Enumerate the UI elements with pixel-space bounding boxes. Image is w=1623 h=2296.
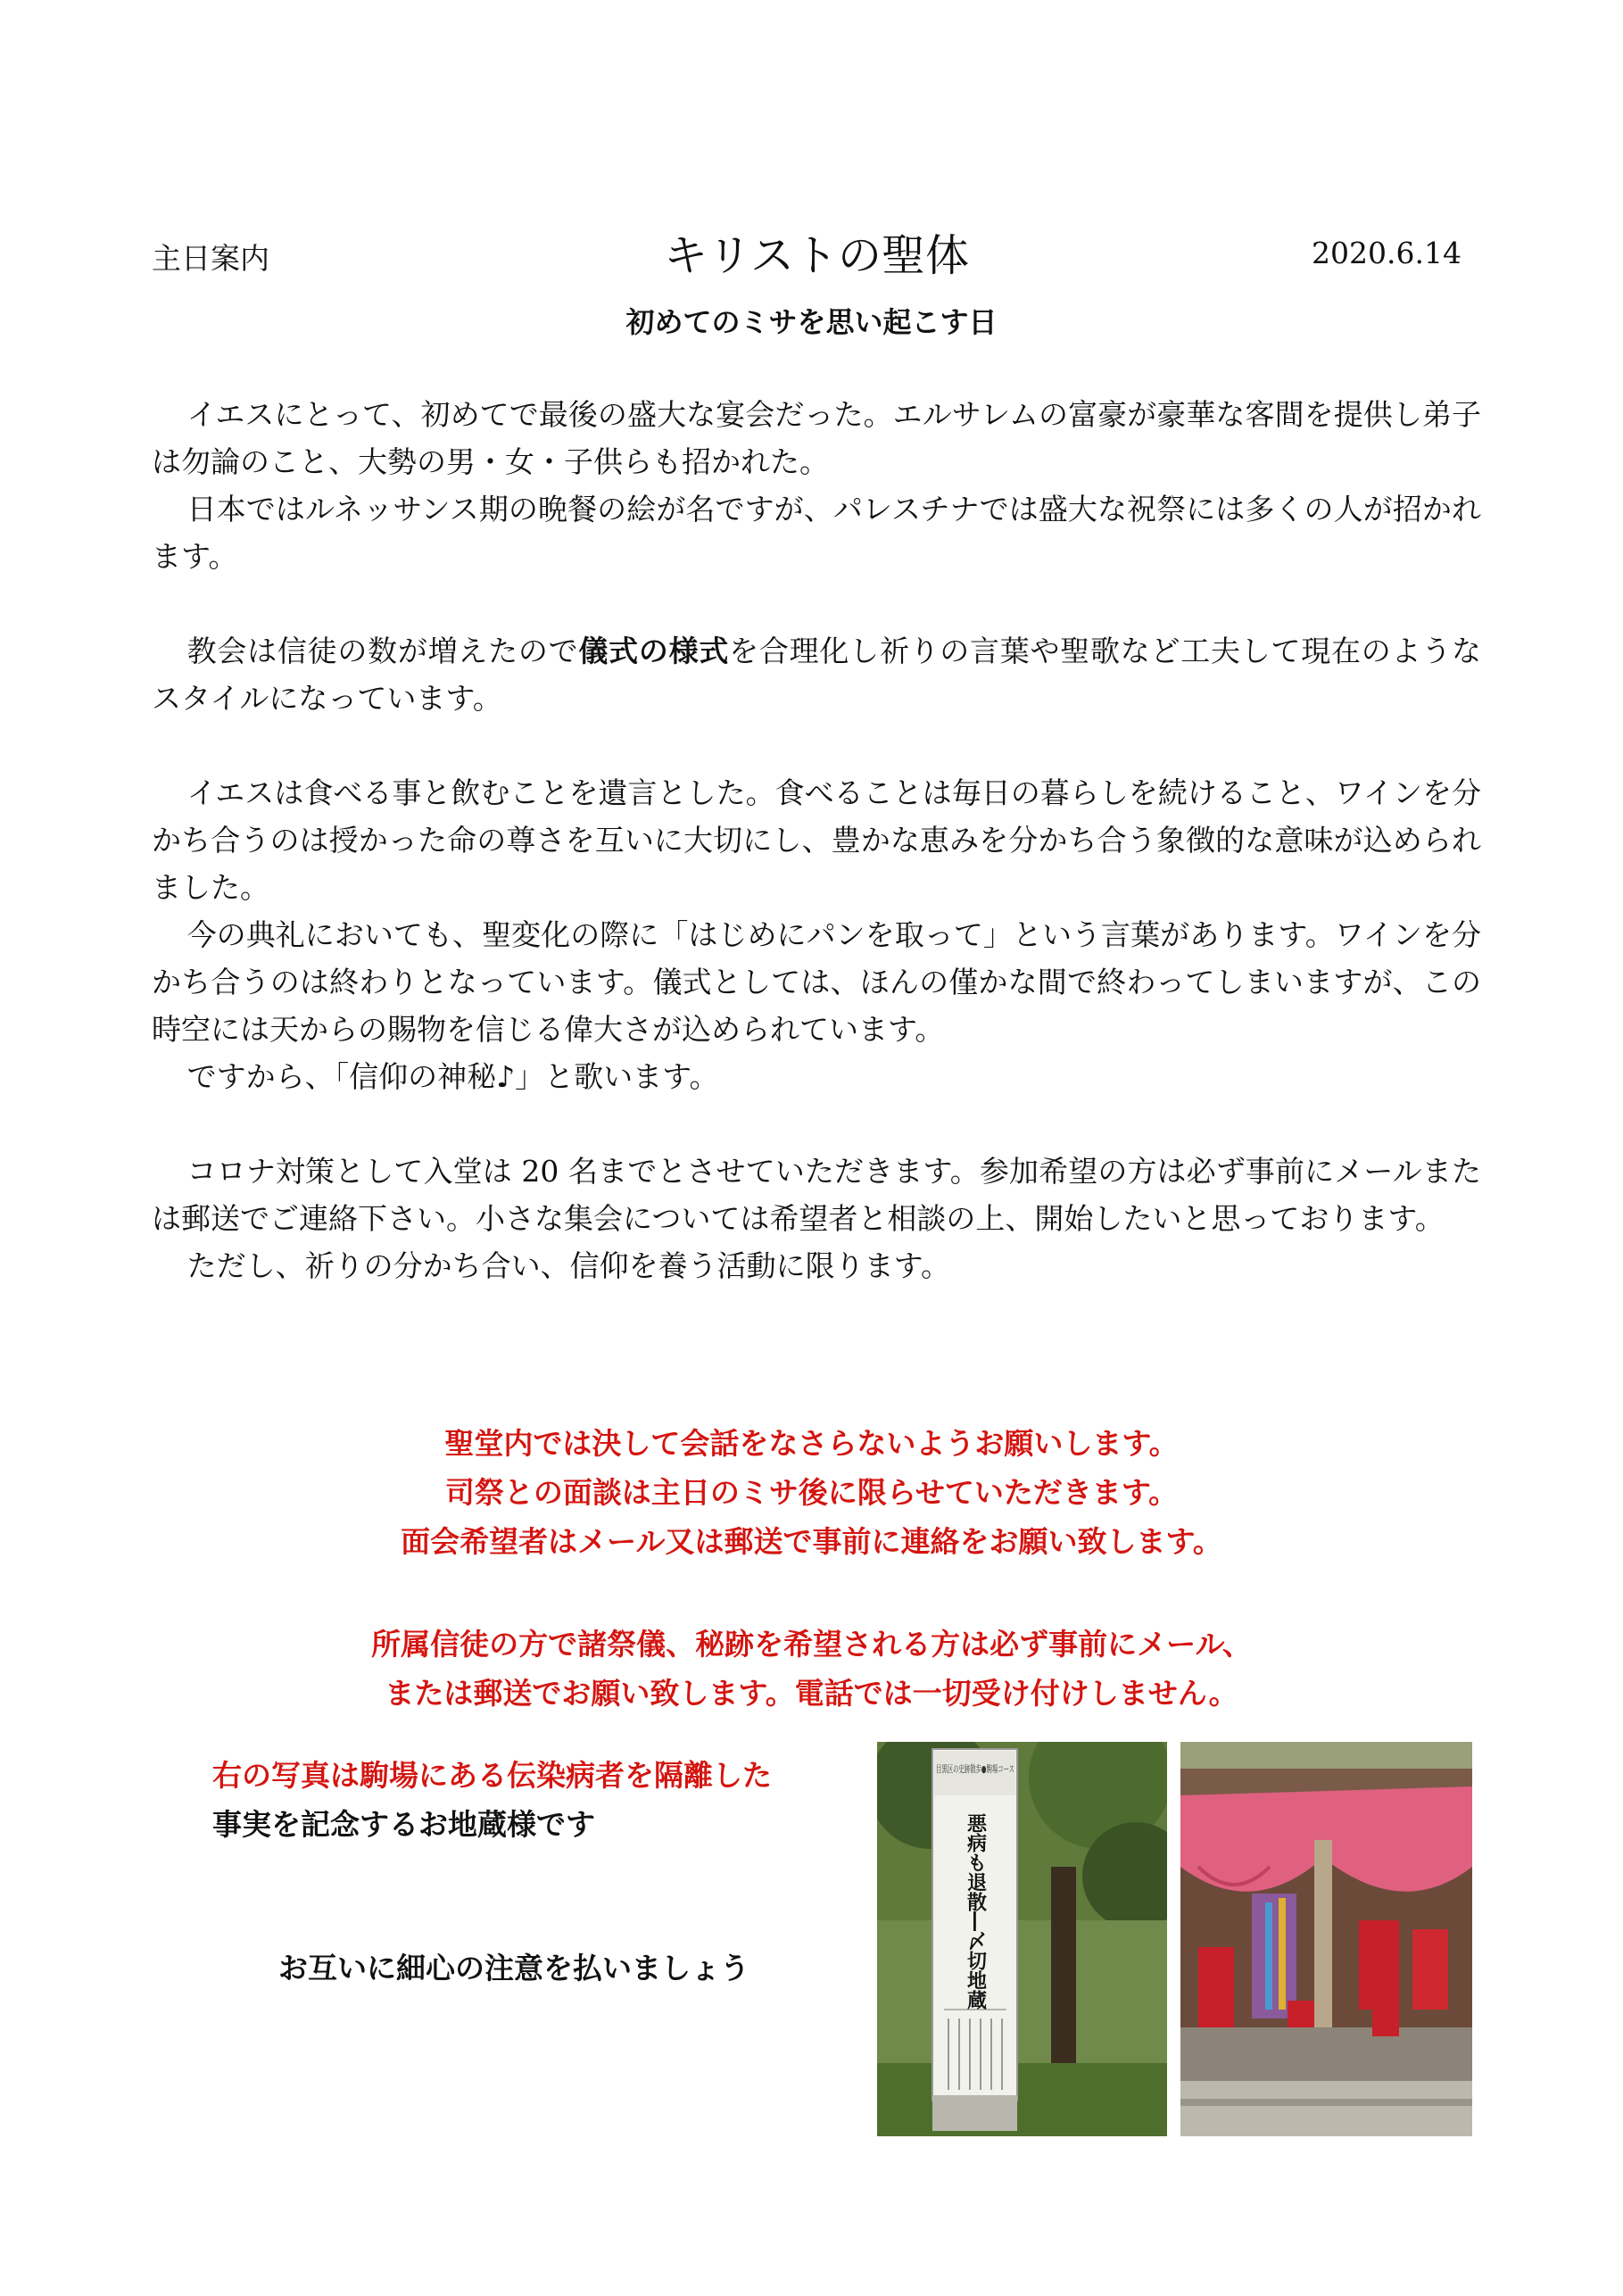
notice-line: 面会希望者はメール又は郵送で事前に連絡をお願い致します。 xyxy=(401,1524,1222,1559)
notice-block-sacraments xyxy=(0,1620,1623,1718)
notice-line: 所属信徒の方で諸祭儀、秘跡を希望される方は必ず事前にメール、 xyxy=(371,1627,1252,1662)
caption-red-text: 右の写真は駒場にある伝染病者を隔離した xyxy=(212,1758,772,1793)
photo-caption xyxy=(212,1751,772,1849)
page-header xyxy=(152,221,1481,284)
sign-main-text: 悪病も退散―〆切地蔵 xyxy=(964,1813,987,2010)
paragraph: 今の典礼においても、聖変化の際に「はじめにパンを取って」という言葉があります。ワインを分かち合うのは終わりとなっています。儀式としては、ほんの僅かな間で終わってしまいますが、この時空には天からの賜物を信じる偉大さが込められています。 xyxy=(152,917,1481,1047)
sign-header-text: 目黒区の史跡散歩●駒場コース xyxy=(936,1763,1072,1775)
paragraph: コロナ対策として入堂は 20 名までとさせていただきます。参加希望の方は必ず事前にメールまたは郵送でご連絡下さい。小さな集会については希望者と相談の上、開始したいと思っております。 xyxy=(152,1154,1481,1236)
closing-message: お互いに細心の注意を払いましょう xyxy=(278,1951,749,1985)
notice-line: 司祭との面談は主日のミサ後に限らせていただきます。 xyxy=(444,1475,1179,1510)
paragraph xyxy=(152,627,1481,722)
signpost-photo xyxy=(877,1742,1167,2136)
paragraph-text: を合理化し祈りの言葉や聖歌など工夫して現在のようなスタイルになっています。 xyxy=(152,634,1482,716)
jizo-shrine-photo xyxy=(1180,1742,1472,2136)
paragraph: イエスにとって、初めてで最後の盛大な宴会だった。エルサレムの富豪が豪華な客間を提供し弟子は勿論のこと、大勢の男・女・子供らも招かれた。 xyxy=(152,397,1481,479)
body-text xyxy=(152,391,1481,1289)
header-date: 2020.6.14 xyxy=(1312,236,1462,270)
page-title: キリストの聖体 xyxy=(663,230,970,281)
paragraph: ただし、祈りの分かち合い、信仰を養う活動に限ります。 xyxy=(186,1248,950,1283)
caption-text: 事実を記念するお地蔵様です xyxy=(212,1807,595,1842)
paragraph: 日本ではルネッサンス期の晩餐の絵が名ですが、パレスチナでは盛大な祝祭には多くの人が招かれます。 xyxy=(152,492,1481,574)
notice-line: または郵送でお願い致します。電話では一切受け付けしません。 xyxy=(385,1676,1238,1711)
paragraph: イエスは食べる事と飲むことを遺言とした。食べることは毎日の暮らしを続けること、ワインを分かち合うのは授かった命の尊さを互いに大切にし、豊かな恵みを分かち合う象徴的な意味が込められました。 xyxy=(152,775,1482,905)
notice-block-conduct xyxy=(0,1419,1623,1566)
page-subtitle: 初めてのミサを思い起こす日 xyxy=(625,305,998,339)
notice-line: 聖堂内では決して会話をなさらないようお願いします。 xyxy=(444,1426,1179,1461)
header-label: 主日案内 xyxy=(152,241,269,276)
emphasis-text: 儀式の様式 xyxy=(578,634,730,668)
paragraph-text: 教会は信徒の数が増えたので xyxy=(186,634,579,668)
paragraph: ですから、「信仰の神秘♪」と歌います。 xyxy=(186,1059,719,1094)
